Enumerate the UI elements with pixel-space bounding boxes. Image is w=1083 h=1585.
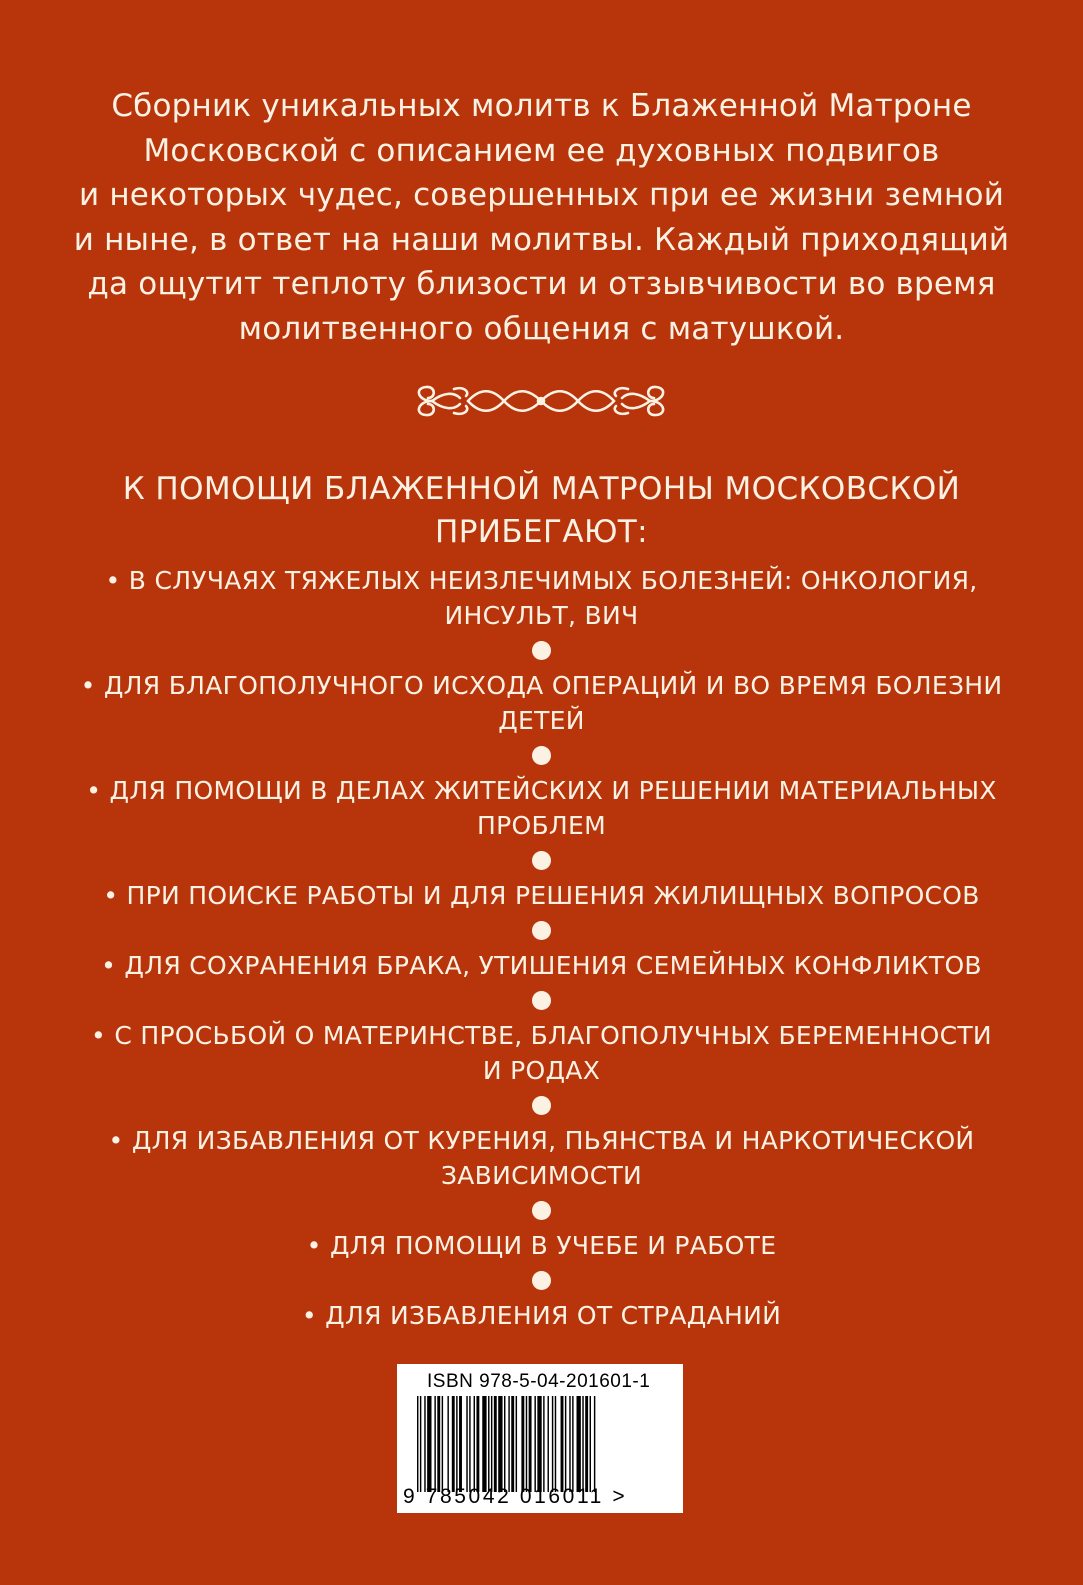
list-item [40, 1123, 1043, 1193]
list-item-line: ДЕТЕЙ [498, 706, 585, 735]
list-item [40, 773, 1043, 843]
list-item [40, 563, 1043, 633]
intro-paragraph [60, 84, 1023, 352]
bullet-dot-icon [532, 991, 551, 1010]
intro-line: молитвенного общения с матушкой. [238, 310, 845, 347]
list-item-line: • С ПРОСЬБОЙ О МАТЕРИНСТВЕ, БЛАГОПОЛУЧНЫХ БЕРЕМЕННОСТИ [91, 1021, 992, 1050]
list-item [40, 1298, 1043, 1333]
list-item-line: И РОДАХ [482, 1056, 601, 1085]
bullet-dot-icon [532, 851, 551, 870]
barcode-panel [397, 1364, 683, 1513]
decorative-flourish-icon [410, 380, 672, 422]
heading-line: К ПОМОЩИ БЛАЖЕННОЙ МАТРОНЫ МОСКОВСКОЙ [122, 471, 961, 507]
list-item-line: • ДЛЯ ИЗБАВЛЕНИЯ ОТ КУРЕНИЯ, ПЬЯНСТВА И НАРКОТИЧЕСКОЙ [108, 1126, 975, 1155]
list-item-line: • ДЛЯ ИЗБАВЛЕНИЯ ОТ СТРАДАНИЙ [301, 1301, 782, 1330]
list-item [40, 878, 1043, 913]
bullet-dot-icon [532, 746, 551, 765]
help-heading [40, 468, 1043, 554]
list-item-line: • ДЛЯ СОХРАНЕНИЯ БРАКА, УТИШЕНИЯ СЕМЕЙНЫХ КОНФЛИКТОВ [101, 951, 982, 980]
bullet-dot-icon [532, 1271, 551, 1290]
list-item-line: • В СЛУЧАЯХ ТЯЖЕЛЫХ НЕИЗЛЕЧИМЫХ БОЛЕЗНЕЙ: ОНКОЛОГИЯ, [105, 566, 978, 595]
list-item-line: • ПРИ ПОИСКЕ РАБОТЫ И ДЛЯ РЕШЕНИЯ ЖИЛИЩНЫХ ВОПРОСОВ [103, 881, 980, 910]
intro-line: Сборник уникальных молитв к Блаженной Матроне [111, 88, 972, 124]
list-item [40, 1018, 1043, 1088]
list-item-line: • ДЛЯ БЛАГОПОЛУЧНОГО ИСХОДА ОПЕРАЦИЙ И ВО ВРЕМЯ БОЛЕЗНИ [80, 671, 1003, 700]
bullet-dot-icon [532, 641, 551, 660]
list-item-line: ИНСУЛЬТ, ВИЧ [444, 601, 639, 630]
isbn-label: ISBN 978-5-04-201601-1 [427, 1371, 651, 1392]
intro-line: и ныне, в ответ на наши молитвы. Каждый приходящий [73, 221, 1010, 258]
list-item-line: • ДЛЯ ПОМОЩИ В УЧЕБЕ И РАБОТЕ [306, 1231, 777, 1260]
list-item [40, 948, 1043, 983]
barcode-icon [409, 1396, 667, 1492]
barcode-digits: 9 785042 016011 > [403, 1485, 628, 1508]
bullet-dot-icon [532, 1201, 551, 1220]
list-item [40, 1228, 1043, 1263]
heading-line: ПРИБЕГАЮТ: [434, 514, 648, 550]
list-item-line: ПРОБЛЕМ [477, 811, 606, 840]
bullet-dot-icon [532, 1096, 551, 1115]
intro-line: да ощутит теплоту близости и отзывчивости во время [87, 266, 996, 303]
help-list [40, 563, 1043, 1333]
list-item-line: ЗАВИСИМОСТИ [440, 1161, 643, 1190]
intro-line: Московской с описанием ее духовных подвигов [143, 132, 940, 169]
list-item-line: • ДЛЯ ПОМОЩИ В ДЕЛАХ ЖИТЕЙСКИХ И РЕШЕНИИ МАТЕРИАЛЬНЫХ [86, 776, 997, 805]
intro-line: и некоторых чудес, совершенных при ее жизни земной [78, 177, 1005, 214]
list-item [40, 668, 1043, 738]
bullet-dot-icon [532, 921, 551, 940]
